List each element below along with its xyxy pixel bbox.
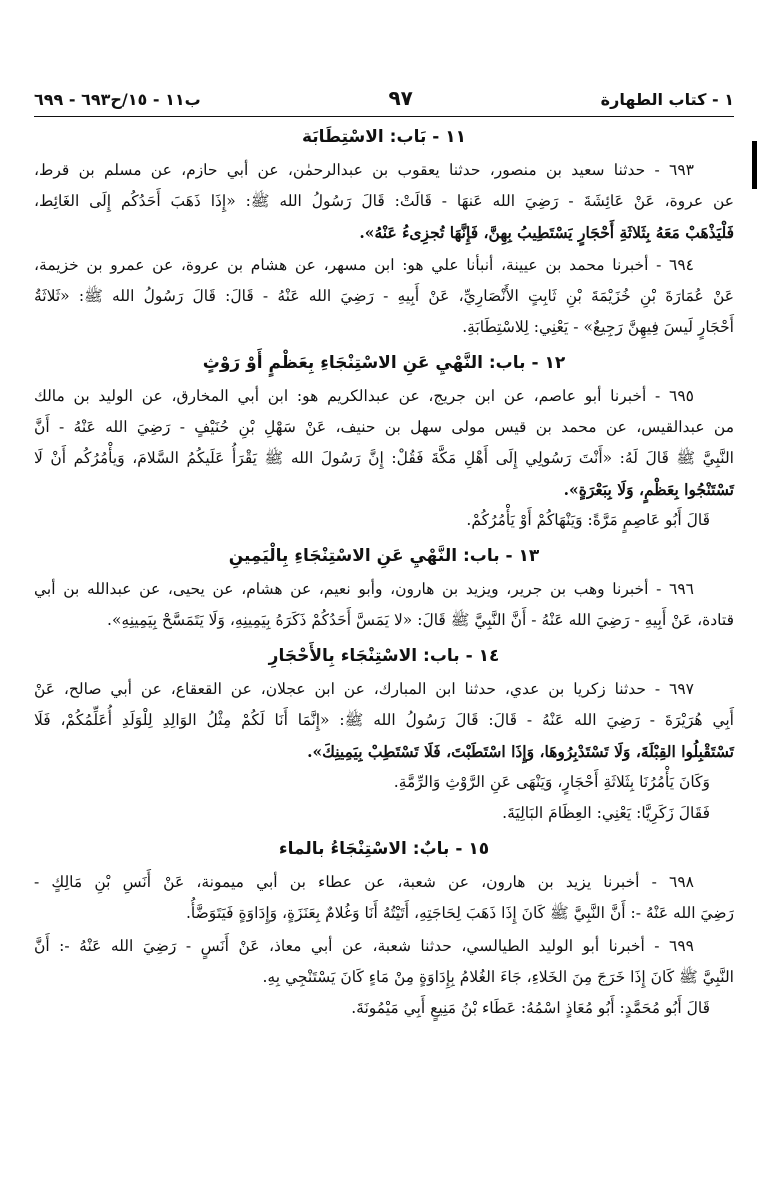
text-line: ٦٩٦ - أخبرنا وهب بن جرير، ويزيد بن هارون، وأبو نعيم، عن هشام، عن يحيى، عن عبدالله بن أبي	[34, 580, 694, 598]
chapter-section	[34, 646, 734, 829]
text-line: أَحْجَارٍ لَيسَ فِيهِنَّ رَجِيعٌ» - يَعْنِي: لِلاسْتِطَابَةِ.	[462, 318, 734, 336]
text-line: ٦٩٥ - أخبرنا أبو عاصم، عن ابن جريج، عن عبدالكريم هو: ابن أبي المخارق، عن الوليد بن مالك	[34, 387, 694, 405]
chapter-title: ١١ - بَاب: الاسْتِطَابَة	[301, 127, 466, 147]
text-line: قتادة، عَنْ أَبِيهِ - رَضِيَ الله عَنْهُ - أَنَّ النَّبِيَّ ﷺ قَالَ: «لا يَمَسَّ أَحَدُكُمْ ذَكَرَهُ بِيَمِينِهِ، وَلَا يَتَمَسَّحْ بِيَمِينِهِ».	[107, 611, 734, 629]
text-line: من عبدالقيس، عن محمد بن قيس مولى سهل بن حنيف، عَنْ سَهْلِ بْنِ حُنَيْفٍ - رَضِيَ الله عَنْهُ - أَنَّ	[34, 418, 734, 436]
hadith-note: قَالَ أَبُو عَاصِمٍ مَرَّةً: وَيَنْهَاكُمْ أَوْ يَأْمُرُكُمْ.	[466, 511, 710, 529]
text-line: ٦٩٤ - أخبرنا محمد بن عيينة، أنبأنا علي هو: ابن مسهر، عن هشام بن عروة، عن عمرو بن خزيمة،	[34, 256, 694, 274]
text-line: ٦٩٩ - أخبرنا أبو الوليد الطيالسي، حدثنا شعبة، عن أبي معاذ، عَنْ أَنَسٍ - رَضِيَ الله عَنْهُ -: أَنَّ	[34, 937, 694, 955]
text-line: عن عروة، عَنْ عَائِشَةَ - رَضِيَ الله عَنهَا - قَالَتْ: قَالَ رَسُولُ الله ﷺ: «إِذَا ذَهَبَ أَحَدُكُم إِلَى الغَائِط،	[34, 192, 734, 210]
text-line: عَنْ عُمَارَةَ بْنِ خُزَيْمَةَ بْنِ ثَابِتٍ الأَنْصَارِيِّ، عَنْ أَبِيهِ - رَضِيَ الله عَنْهُ - قَالَ: قَالَ رَسُولُ الله ﷺ: «ثَلاثَةُ	[34, 287, 734, 305]
text-line: النَّبِيَّ ﷺ قَالَ لَهُ: «أَنْتَ رَسُولِي إِلَى أَهْلِ مَكَّةَ فَقُلْ: إِنَّ رَسُولَ الله ﷺ يَقْرَأُ عَلَيكُمُ السَّلامَ، وَيأْمُرُكُم أَنْ لَا	[34, 449, 734, 467]
chapter-section	[34, 127, 734, 343]
header-book-title: ١ - كتاب الطهارة	[600, 90, 734, 109]
text-line: تَسْتَقْبِلُوا القِبْلَةَ، وَلَا تَسْتَدْبِرُوهَا، وَإِذَا اسْتَطَبْتَ، فَلَا تَسْتَطِبْ بِيَمِينِكَ».	[307, 742, 734, 761]
hadith-note: قَالَ أَبُو مُحَمَّدٍ: أَبُو مُعَاذٍ اسْمُهُ: عَطَاء بْنُ مَنِيعٍ أَبِي مَيْمُونَةَ.	[351, 999, 710, 1017]
text-line: ٦٩٣ - حدثنا سعيد بن منصور، حدثنا يعقوب بن عبدالرحمٰن، عن أبي حازم، عن مسلم بن قرط،	[34, 161, 694, 179]
hadith-699	[34, 931, 734, 1024]
hadith-note: وَكَانَ يَأْمُرُنَا بِثَلاثَةِ أَحْجَارٍ، وَيَنْهَى عَنِ الرَّوْثِ وَالرِّمَّةِ.	[393, 773, 710, 791]
hadith-697	[34, 674, 734, 829]
chapter-section	[34, 546, 734, 636]
page-edge-mark	[752, 141, 757, 189]
running-header	[34, 86, 734, 117]
text-line: النَّبِيَّ ﷺ كَانَ إِذَا خَرَجَ مِنَ الخَلاءِ، جَاءَ الغُلامُ بِإِدَاوَةٍ مِنْ مَاءٍ كَانَ يَسْتَنْجِي بِهِ.	[262, 968, 734, 986]
hadith-694	[34, 250, 734, 343]
chapter-section	[34, 353, 734, 536]
hadith-695	[34, 381, 734, 536]
book-page	[34, 86, 734, 1026]
chapter-section	[34, 839, 734, 1024]
hadith-693	[34, 155, 734, 248]
header-range: ب١١ - ١٥/ح٦٩٣ - ٦٩٩	[34, 90, 201, 109]
text-line: رَضِيَ الله عَنْهُ -: أَنَّ النَّبِيَّ ﷺ كَانَ إِذَا ذَهَبَ لِحَاجَتِهِ، أَتَيْتُهُ أَنَا وَغُلامٌ بِعَنَزَةٍ، وَإِدَاوَةٍ فَيَتَوَضَّأُ.	[186, 904, 734, 922]
page-number: ٩٧	[388, 86, 413, 110]
chapter-title: ١٤ - باب: الاسْتِنْجَاء بِالأَحْجَارِ	[268, 646, 500, 666]
chapter-title: ١٢ - باب: النَّهْيِ عَنِ الاسْتِنْجَاءِ بِعَظْمٍ أَوْ رَوْثٍ	[202, 353, 566, 373]
text-line: ٦٩٨ - أخبرنا يزيد بن هارون، عن شعبة، عن عطاء بن أبي ميمونة، عَنْ أَنَسِ بْنِ مَالِكٍ -	[34, 873, 694, 891]
hadith-note: فَقَالَ زَكَرِيَّا: يَعْنِي: العِظَامَ البَالِيَةَ.	[502, 804, 710, 822]
hadith-698	[34, 867, 734, 929]
chapter-title: ١٥ - بابٌ: الاسْتِنْجَاءُ بالماء	[278, 839, 490, 859]
chapter-title: ١٣ - باب: النَّهْيِ عَنِ الاسْتِنْجَاءِ بِالْيَمِينِ	[228, 546, 540, 566]
text-line: فَلْيَذْهَبْ مَعَهُ بِثَلاثَةِ أَحْجَارٍ يَسْتَطِيبُ بِهِنَّ، فَإِنَّهَا تُجزِىءُ عَنْهُ».	[359, 223, 734, 242]
text-line: تَسْتَنْجُوا بِعَظْمٍ، وَلَا بِبَعْرَةٍ».	[563, 480, 734, 499]
text-line: ٦٩٧ - حدثنا زكريا بن عدي، حدثنا ابن المبارك، عن ابن عجلان، عن القعقاع، عن أبي صالح، عَنْ	[34, 680, 694, 698]
text-line: أَبِي هُرَيْرَةَ - رَضِيَ الله عَنْهُ - قَالَ: قَالَ رَسُولُ الله ﷺ: «إِنَّمَا أَنَا لَكُمْ مِثْلُ الوَالِدِ لِلْوَلَدِ أُعَلِّمُكُمْ، فَلَا	[34, 711, 734, 729]
hadith-696	[34, 574, 734, 636]
